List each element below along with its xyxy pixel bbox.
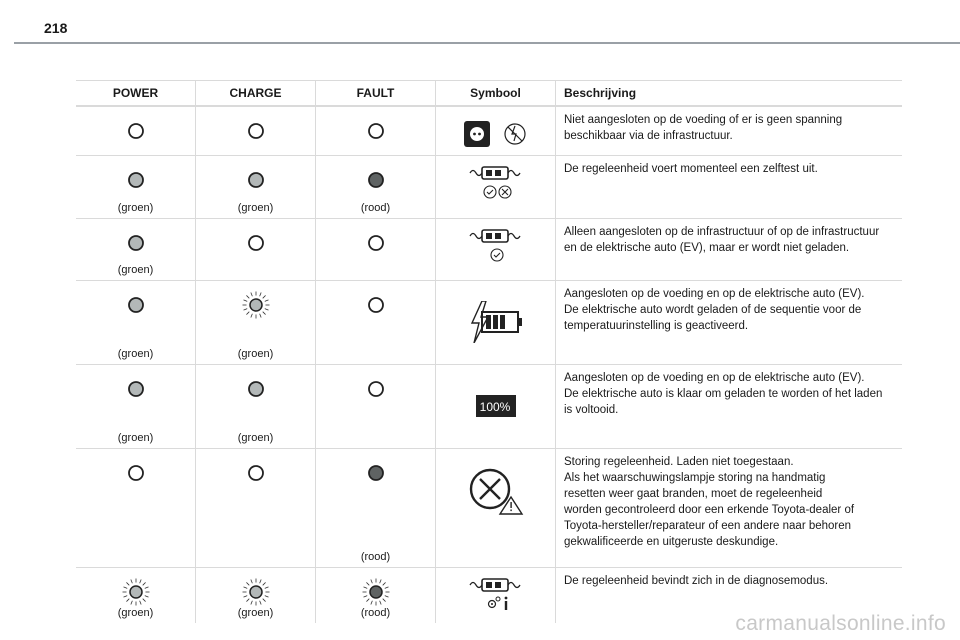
- charger-selftest-icon: [468, 164, 524, 205]
- fault-indicator-light-icon: [362, 459, 390, 487]
- charge-cell: [196, 365, 316, 448]
- description-line: Als het waarschuwingslampje storing na handmatig: [564, 472, 826, 484]
- description-line: Storing regeleenheid. Laden niet toegestaan.: [564, 456, 794, 468]
- power-cell: [76, 219, 196, 280]
- fault-indicator-light-icon: [362, 578, 390, 606]
- power-color-label: (groen): [117, 348, 154, 360]
- power-color-label: (groen): [117, 264, 154, 276]
- fault-warning-icon: [468, 467, 524, 520]
- description-line: De elektrische auto wordt geladen of de sequentie voor de: [564, 304, 862, 316]
- fault-indicator-light-icon: [362, 229, 390, 257]
- power-indicator-light-icon: [122, 578, 150, 606]
- charge-cell: [196, 449, 316, 567]
- description-cell: [556, 449, 902, 567]
- table-row: [76, 106, 902, 155]
- charge-indicator-light-icon: [242, 459, 270, 487]
- fault-color-label: (rood): [360, 607, 391, 619]
- header-charge: CHARGE: [196, 81, 316, 105]
- charge-indicator-light-icon: [242, 166, 270, 194]
- fault-indicator-light-icon: [362, 166, 390, 194]
- header-symbol: Symbool: [436, 81, 556, 105]
- indicator-table: [76, 80, 902, 623]
- description-cell: [556, 107, 902, 155]
- power-cell: [76, 365, 196, 448]
- fault-indicator-light-icon: [362, 375, 390, 403]
- fault-cell: [316, 219, 436, 280]
- symbol-cell: [436, 107, 556, 155]
- description-line: beschikbaar via de infrastructuur.: [564, 130, 733, 142]
- power-color-label: (groen): [117, 607, 154, 619]
- fault-cell: [316, 449, 436, 567]
- battery-charging-icon: [468, 301, 524, 348]
- charge-indicator-light-icon: [242, 375, 270, 403]
- charge-color-label: (groen): [237, 202, 274, 214]
- description-line: gekwalificeerde en uitgeruste deskundige.: [564, 536, 779, 548]
- power-indicator-light-icon: [122, 166, 150, 194]
- header-fault: FAULT: [316, 81, 436, 105]
- charge-indicator-light-icon: [242, 578, 270, 606]
- description-cell: [556, 281, 902, 364]
- symbol-cell: [436, 156, 556, 218]
- fault-cell: [316, 107, 436, 155]
- battery-full-icon: [476, 395, 516, 422]
- charge-color-label: (groen): [237, 607, 274, 619]
- watermark: carmanualsonline.info: [735, 612, 946, 635]
- table-row: [76, 448, 902, 567]
- table-header-row: [76, 80, 902, 106]
- symbol-cell: [436, 568, 556, 623]
- power-indicator-light-icon: [122, 459, 150, 487]
- power-cell: [76, 107, 196, 155]
- fault-color-label: (rood): [360, 551, 391, 563]
- symbol-cell: [436, 449, 556, 567]
- power-indicator-light-icon: [122, 291, 150, 319]
- description-line: De regeleenheid voert momenteel een zelftest uit.: [564, 163, 818, 175]
- symbol-cell: [436, 281, 556, 364]
- charge-cell: [196, 568, 316, 623]
- power-indicator-light-icon: [122, 229, 150, 257]
- power-cell: [76, 281, 196, 364]
- fault-indicator-light-icon: [362, 291, 390, 319]
- header-rule: [14, 42, 960, 44]
- power-cell: [76, 449, 196, 567]
- symbol-cell: [436, 365, 556, 448]
- charge-cell: [196, 107, 316, 155]
- description-line: Aangesloten op de voeding en op de elektrische auto (EV).: [564, 372, 865, 384]
- fault-color-label: (rood): [360, 202, 391, 214]
- page-number: 218: [44, 20, 68, 36]
- power-cell: [76, 568, 196, 623]
- battery-percent-text: 100%: [479, 400, 510, 414]
- header-description: Beschrijving: [564, 86, 637, 100]
- table-row: [76, 364, 902, 448]
- charge-cell: [196, 219, 316, 280]
- description-line: De elektrische auto is klaar om geladen te worden of het laden: [564, 388, 883, 400]
- charge-cell: [196, 156, 316, 218]
- description-line: Aangesloten op de voeding en op de elektrische auto (EV).: [564, 288, 865, 300]
- description-line: worden gecontroleerd door een erkende Toyota-dealer of: [564, 504, 855, 516]
- symbol-cell: [436, 219, 556, 280]
- fault-cell: [316, 568, 436, 623]
- description-line: is voltooid.: [564, 404, 619, 416]
- description-line: De regeleenheid bevindt zich in de diagnosemodus.: [564, 575, 829, 587]
- fault-cell: [316, 365, 436, 448]
- plug-no-power-icon: [464, 121, 528, 152]
- fault-cell: [316, 156, 436, 218]
- table-row: [76, 218, 902, 280]
- fault-indicator-light-icon: [362, 117, 390, 145]
- power-indicator-light-icon: [122, 375, 150, 403]
- description-cell: [556, 365, 902, 448]
- header-power: POWER: [76, 81, 196, 105]
- description-cell: [556, 219, 902, 280]
- charge-indicator-light-icon: [242, 117, 270, 145]
- charge-indicator-light-icon: [242, 291, 270, 319]
- table-row: [76, 280, 902, 364]
- power-indicator-light-icon: [122, 117, 150, 145]
- description-line: temperatuurinstelling is geactiveerd.: [564, 320, 749, 332]
- charge-indicator-light-icon: [242, 229, 270, 257]
- charge-cell: [196, 281, 316, 364]
- description-line: Alleen aangesloten op de infrastructuur of op de infrastructuur: [564, 226, 880, 238]
- description-line: resetten weer gaat branden, moet de regeleenheid: [564, 488, 823, 500]
- power-color-label: (groen): [117, 202, 154, 214]
- charger-diagnostic-icon: [468, 576, 524, 617]
- charge-color-label: (groen): [237, 432, 274, 444]
- description-line: Niet aangesloten op de voeding of er is geen spanning: [564, 114, 843, 126]
- charger-connected-icon: [468, 227, 524, 268]
- power-cell: [76, 156, 196, 218]
- charge-color-label: (groen): [237, 348, 274, 360]
- fault-cell: [316, 281, 436, 364]
- power-color-label: (groen): [117, 432, 154, 444]
- description-line: Toyota-hersteller/reparateur of een andere naar behoren: [564, 520, 852, 532]
- description-line: en de elektrische auto (EV), maar er wordt niet geladen.: [564, 242, 850, 254]
- description-cell: [556, 156, 902, 218]
- table-row: [76, 155, 902, 218]
